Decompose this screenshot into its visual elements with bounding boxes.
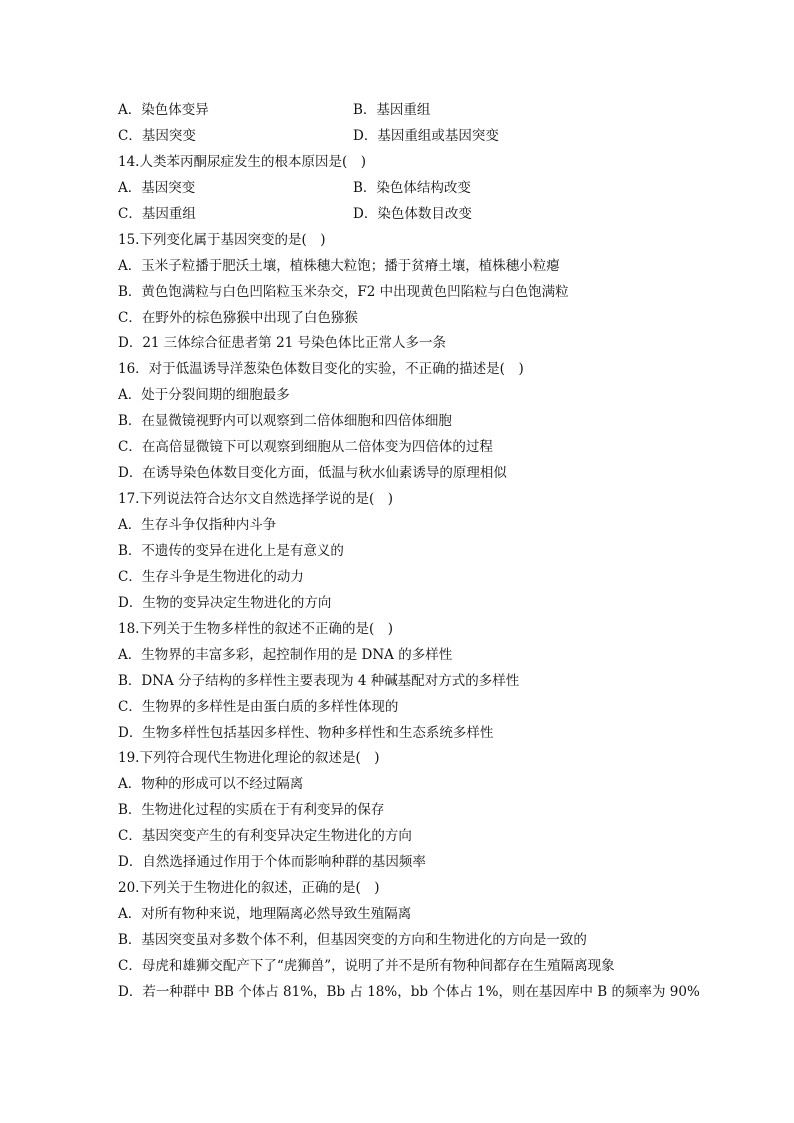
q13-option-b: B．基因重组 — [353, 102, 431, 118]
q18-option-c: C．生物界的多样性是由蛋白质的多样性体现的 — [118, 698, 399, 715]
q17-option-d: D．生物的变异决定生物进化的方向 — [118, 594, 332, 611]
q15-option-b: B．黄色饱满粒与白色凹陷粒玉米杂交，F2 中出现黄色凹陷粒与白色饱满粒 — [118, 283, 569, 300]
q13-option-a: A．染色体变异 — [118, 102, 209, 118]
q15-option-a: A．玉米子粒播于肥沃土壤，植株穗大粒饱；播于贫瘠土壤，植株穗小粒瘪 — [118, 257, 560, 274]
q20-option-c: C．母虎和雄狮交配产下了“虎狮兽”，说明了并不是所有物种间都存在生殖隔离现象 — [118, 957, 615, 974]
q18-option-b: B．DNA 分子结构的多样性主要表现为 4 种碱基配对方式的多样性 — [118, 672, 520, 689]
q17-stem: 17.下列说法符合达尔文自然选择学说的是( ) — [118, 491, 394, 508]
q13-option-c: C．基因突变 — [118, 127, 196, 144]
q16-option-a: A．处于分裂间期的细胞最多 — [118, 387, 290, 404]
q14-options-row-2 — [118, 202, 718, 228]
q20-option-b: B．基因突变虽对多数个体不利，但基因突变的方向和生物进化的方向是一致的 — [118, 932, 587, 948]
q13-option-d: D．基因重组或基因突变 — [353, 127, 499, 144]
q18-stem: 18.下列关于生物多样性的叙述不正确的是( ) — [118, 620, 394, 637]
q16-option-b: B．在显微镜视野内可以观察到二倍体细胞和四倍体细胞 — [118, 413, 452, 430]
q19-stem: 19.下列符合现代生物进化理论的叙述是( ) — [118, 750, 380, 767]
q13-options-row-2 — [118, 124, 718, 150]
q14-option-c: C．基因重组 — [118, 205, 196, 222]
q19-option-a: A．物种的形成可以不经过隔离 — [118, 776, 304, 793]
q14-option-a: A．基因突变 — [118, 179, 196, 196]
q15-option-c: C．在野外的棕色猕猴中出现了白色猕猴 — [118, 309, 358, 326]
q15-stem: 15.下列变化属于基因突变的是( ) — [118, 231, 326, 248]
q19-option-b: B．生物进化过程的实质在于有利变异的保存 — [118, 802, 385, 819]
q20-option-a: A．对所有物种来说，地理隔离必然导致生殖隔离 — [118, 906, 412, 923]
q14-stem: 14.人类苯丙酮尿症发生的根本原因是( ) — [118, 153, 367, 170]
q18-option-a: A．生物界的丰富多彩，起控制作用的是 DNA 的多样性 — [118, 646, 453, 663]
q16-option-d: D．在诱导染色体数目变化方面，低温与秋水仙素诱导的原理相似 — [118, 465, 507, 482]
q15-option-d: D．21 三体综合征患者第 21 号染色体比正常人多一条 — [118, 335, 447, 352]
q18-option-d: D．生物多样性包括基因多样性、物种多样性和生态系统多样性 — [118, 724, 494, 741]
q19-option-d: D．自然选择通过作用于个体而影响种群的基因频率 — [118, 854, 426, 871]
q17-option-a: A．生存斗争仅指种内斗争 — [118, 517, 277, 533]
q16-option-c: C．在高倍显微镜下可以观察到细胞从二倍体变为四倍体的过程 — [118, 439, 493, 456]
exam-page — [118, 98, 718, 1006]
q14-option-b: B．染色体结构改变 — [353, 179, 471, 196]
q13-options-row-1 — [118, 98, 718, 124]
q20-option-d: D．若一种群中 BB 个体占 81%，Bb 占 18%，bb 个体占 1%，则在基因库中 B 的频率为 90% — [118, 983, 700, 1000]
q16-stem: 16．对于低温诱导洋葱染色体数目变化的实验，不正确的描述是( ) — [118, 361, 524, 378]
q14-options-row-1 — [118, 176, 718, 202]
q17-option-c: C．生存斗争是生物进化的动力 — [118, 568, 304, 585]
q19-option-c: C．基因突变产生的有利变异决定生物进化的方向 — [118, 828, 412, 845]
q20-stem: 20.下列关于生物进化的叙述，正确的是( ) — [118, 880, 380, 897]
q14-option-d: D．染色体数目改变 — [353, 205, 472, 222]
q17-option-b: B．不遗传的变异在进化上是有意义的 — [118, 542, 344, 559]
